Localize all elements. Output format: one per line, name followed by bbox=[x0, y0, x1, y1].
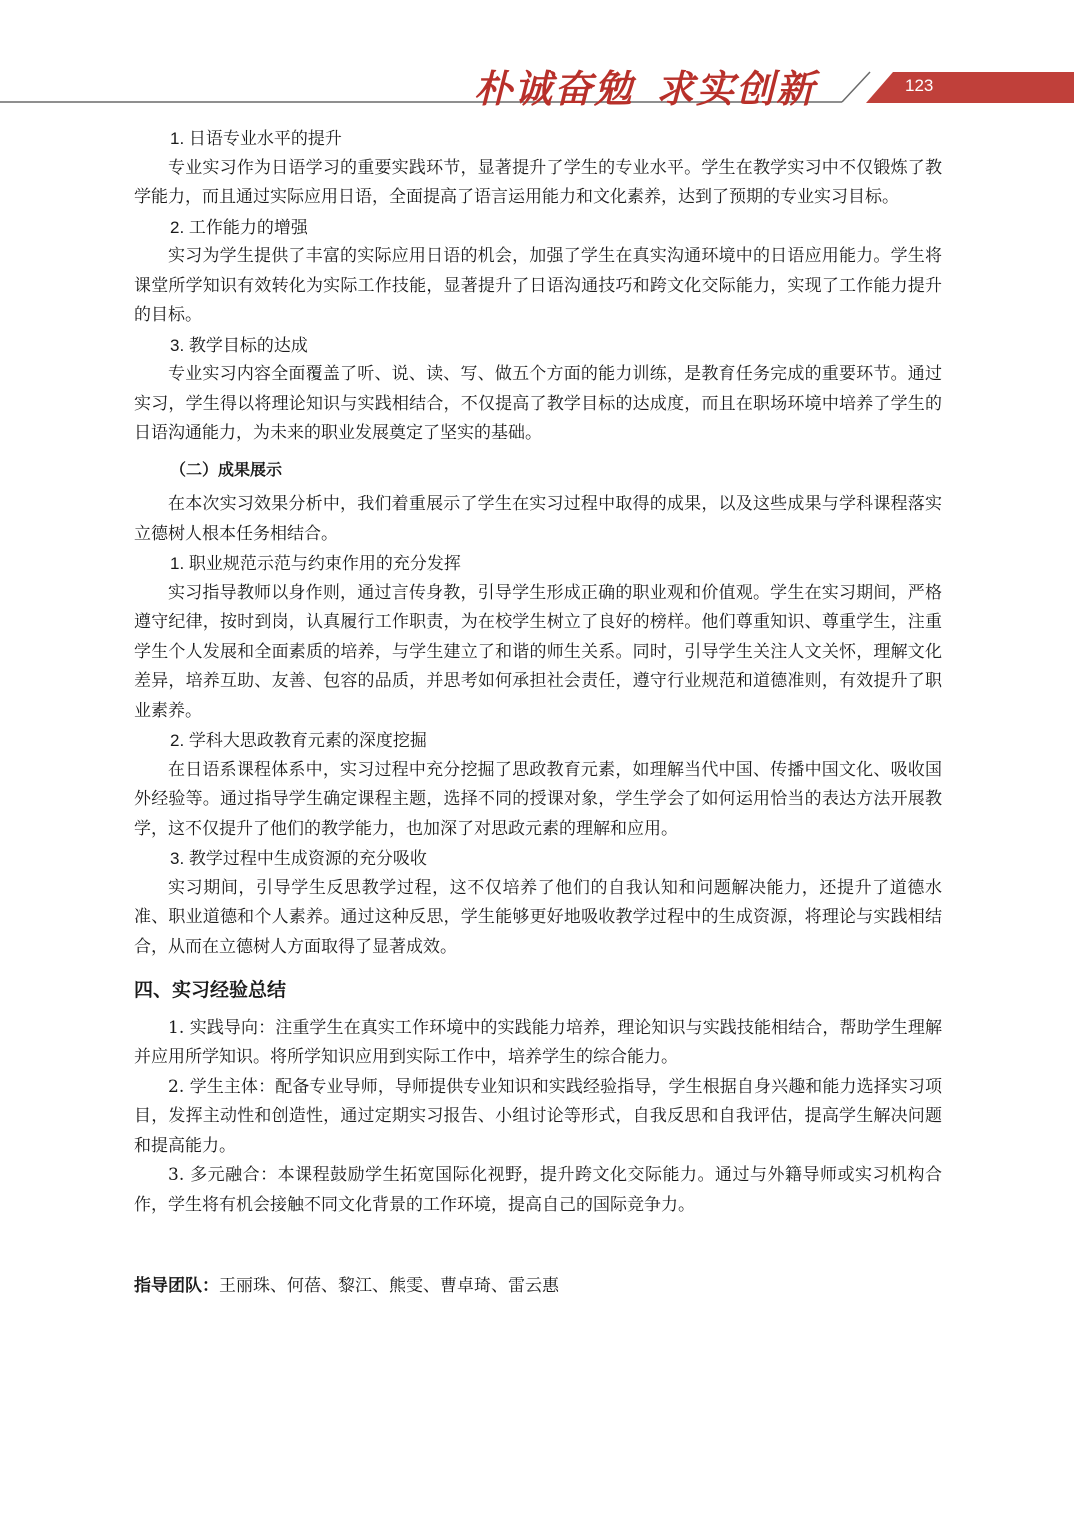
document-body bbox=[134, 124, 942, 1302]
team-label: 指导团队： bbox=[134, 1276, 219, 1296]
subheading: 2. 学科大思政教育元素的深度挖掘 bbox=[170, 731, 427, 750]
paragraph: 实习期间，引导学生反思教学过程，这不仅培养了他们的自我认知和问题解决能力，还提升了道德水准、职业道德和个人素养。通过这种反思，学生能够更好地吸收教学过程中的生成资源，将理论与实践相结合，从而在立德树人方面取得了显著成效。 bbox=[134, 877, 942, 957]
section-subtitle: （二）成果展示 bbox=[170, 459, 283, 479]
paragraph: 在本次实习效果分析中，我们着重展示了学生在实习过程中取得的成果，以及这些成果与学科课程落实立德树人根本任务相结合。 bbox=[134, 494, 942, 544]
paragraph: 实习为学生提供了丰富的实际应用日语的机会，加强了学生在真实沟通环境中的日语应用能力。学生将课堂所学知识有效转化为实际工作技能，显著提升了日语沟通技巧和跨文化交际能力，实现了工作能力提升的目标。 bbox=[134, 246, 942, 325]
subheading: 1. 日语专业水平的提升 bbox=[170, 129, 342, 148]
page-number: 123 bbox=[905, 76, 934, 95]
paragraph: 2. 学生主体：配备专业导师，导师提供专业知识和实践经验指导，学生根据自身兴趣和能力选择实习项目，发挥主动性和创造性，通过定期实习报告、小组讨论等形式，自我反思和自我评估，提高学生解决问题和提高能力。 bbox=[134, 1076, 942, 1156]
paragraph: 实习指导教师以身作则，通过言传身教，引导学生形成正确的职业观和价值观。学生在实习期间，严格遵守纪律，按时到岗，认真履行工作职责，为在校学生树立了良好的榜样。他们尊重知识、尊重学生，注重学生个人发展和全面素质的培养，与学生建立了和谐的师生关系。同时，引导学生关注人文关怀，理解文化差异，培养互助、友善、包容的品质，并思考如何承担社会责任，遵守行业规范和道德准则，有效提升了职业素养。 bbox=[134, 582, 942, 721]
guidance-team bbox=[134, 1272, 942, 1302]
motto-right: 求实创新 bbox=[656, 66, 817, 111]
paragraph: 1. 实践导向：注重学生在真实工作环境中的实践能力培养，理论知识与实践技能相结合，帮助学生理解并应用所学知识。将所学知识应用到实际工作中，培养学生的综合能力。 bbox=[134, 1017, 942, 1067]
page-header bbox=[0, 0, 1074, 110]
paragraph: 3. 多元融合：本课程鼓励学生拓宽国际化视野，提升跨文化交际能力。通过与外籍导师或实习机构合作，学生将有机会接触不同文化背景的工作环境，提高自己的国际竞争力。 bbox=[134, 1165, 942, 1215]
paragraph: 在日语系课程体系中，实习过程中充分挖掘了思政教育元素，如理解当代中国、传播中国文化、吸收国外经验等。通过指导学生确定课程主题，选择不同的授课对象，学生学会了如何运用恰当的表达方法开展教学，这不仅提升了他们的教学能力，也加深了对思政元素的理解和应用。 bbox=[134, 759, 942, 839]
subheading: 1. 职业规范示范与约束作用的充分发挥 bbox=[170, 554, 461, 573]
section-heading: 四、实习经验总结 bbox=[134, 979, 287, 1001]
header-motto bbox=[474, 58, 816, 113]
team-members: 王丽珠、何蓓、黎江、熊雯、曹卓琦、雷云惠 bbox=[219, 1276, 559, 1296]
subheading: 2. 工作能力的增强 bbox=[170, 217, 308, 237]
paragraph: 专业实习内容全面覆盖了听、说、读、写、做五个方面的能力训练，是教育任务完成的重要环节。通过实习，学生得以将理论知识与实践相结合，不仅提高了教学目标的达成度，而且在职场环境中培养了学生的日语沟通能力，为未来的职业发展奠定了坚实的基础。 bbox=[134, 364, 942, 443]
motto-left: 朴诚奋勉 bbox=[474, 66, 635, 111]
subheading: 3. 教学过程中生成资源的充分吸收 bbox=[170, 849, 427, 868]
subheading: 3. 教学目标的达成 bbox=[170, 335, 308, 355]
paragraph: 专业实习作为日语学习的重要实践环节，显著提升了学生的专业水平。学生在教学实习中不仅锻炼了教学能力，而且通过实际应用日语，全面提高了语言运用能力和文化素养，达到了预期的专业实习目标。 bbox=[134, 157, 942, 207]
